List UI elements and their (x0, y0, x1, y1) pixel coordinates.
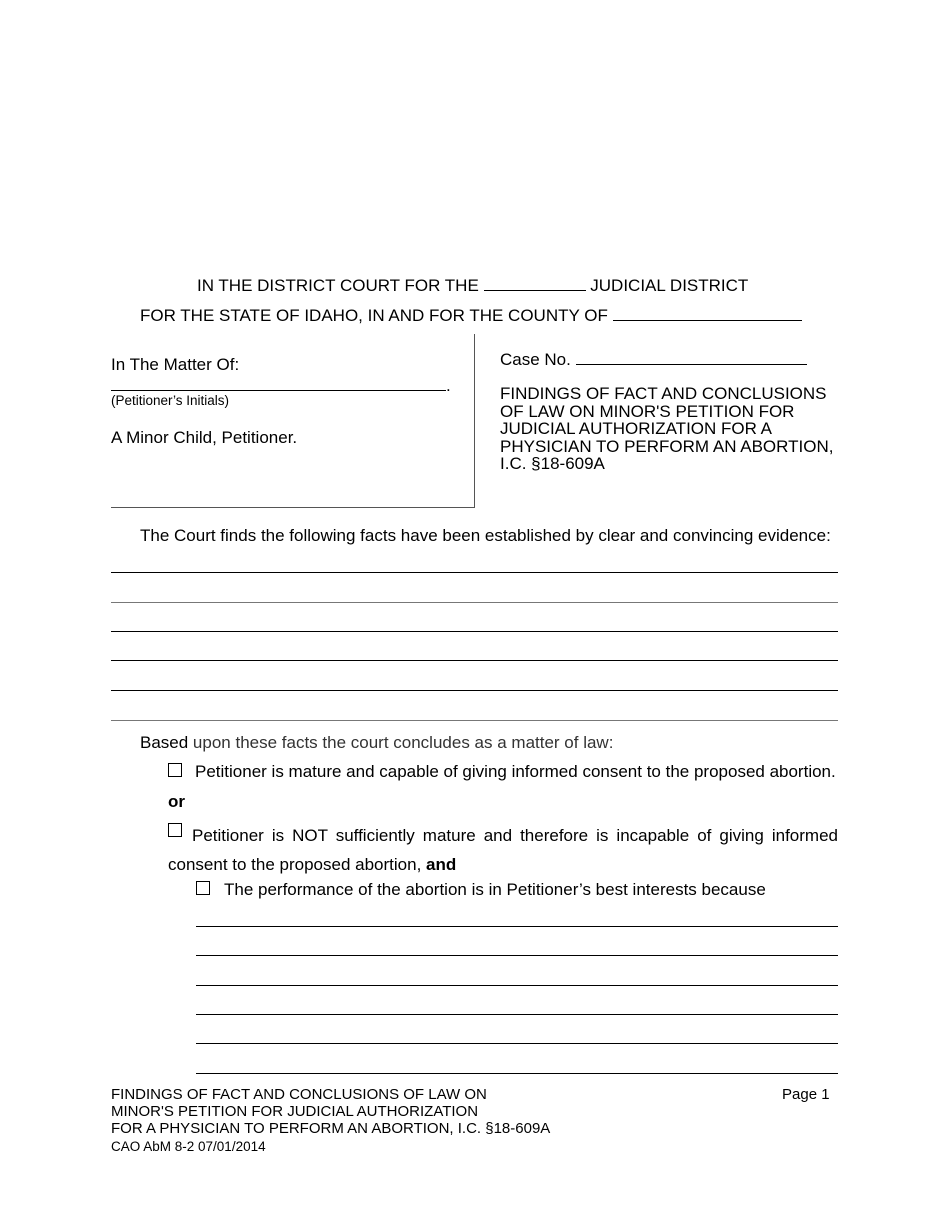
findings-line-4[interactable] (111, 660, 838, 661)
option-not-mature (168, 821, 838, 879)
and-label: and (426, 855, 457, 874)
findings-line-2[interactable] (111, 602, 838, 603)
caption-line2: FOR THE STATE OF IDAHO, IN AND FOR THE COUNTY OF (140, 306, 608, 325)
county-blank[interactable] (613, 320, 802, 321)
findings-line-6[interactable] (111, 720, 838, 721)
case-number (500, 350, 807, 370)
case-number-blank[interactable] (576, 364, 807, 365)
conclusions-intro (140, 733, 613, 753)
conclusions-intro-rest: upon these facts the court concludes as a matter of law: (188, 733, 614, 752)
footer-title-line-3: FOR A PHYSICIAN TO PERFORM AN ABORTION, I.C. §18-609A (111, 1120, 551, 1137)
mature-checkbox[interactable] (168, 763, 182, 777)
court-caption-line-1 (197, 276, 748, 296)
case-no-label: Case No. (500, 350, 571, 369)
caption-vertical-divider (474, 334, 475, 508)
best-interests-text: The performance of the abortion is in Petitioner’s best interests because (224, 880, 766, 899)
option-mature-text: Petitioner is mature and capable of giving informed consent to the proposed abortion. (195, 762, 836, 781)
findings-line-5[interactable] (111, 690, 838, 691)
minor-child-petitioner: A Minor Child, Petitioner. (111, 428, 298, 447)
document-title: FINDINGS OF FACT AND CONCLUSIONS OF LAW ON MINOR'S PETITION FOR JUDICIAL AUTHORIZATION FOR A PHYSICIAN TO PERFORM AN ABORTION, I.C. §18-609A (500, 384, 834, 473)
caption-line1-post: JUDICIAL DISTRICT (590, 276, 749, 295)
footer-title-line-1: FINDINGS OF FACT AND CONCLUSIONS OF LAW ON (111, 1086, 487, 1103)
or-label: or (168, 792, 185, 811)
reasons-line-6[interactable] (196, 1073, 838, 1074)
option-not-mature-text: Petitioner is NOT sufficiently mature and therefore is incapable of giving informed consent to the proposed abortion, (168, 826, 838, 874)
in-the-matter-of: In The Matter Of: (111, 355, 240, 374)
footer-title-line-2: MINOR'S PETITION FOR JUDICIAL AUTHORIZATION (111, 1103, 479, 1120)
judicial-district-blank[interactable] (484, 290, 586, 291)
court-caption-line-2 (140, 306, 802, 326)
petitioner-initials-line[interactable] (111, 390, 446, 391)
initials-period: . (446, 376, 451, 395)
findings-line-1[interactable] (111, 572, 838, 573)
reasons-line-4[interactable] (196, 1014, 838, 1015)
findings-line-3[interactable] (111, 631, 838, 632)
reasons-line-5[interactable] (196, 1043, 838, 1044)
reasons-line-1[interactable] (196, 926, 838, 927)
caption-line1-pre: IN THE DISTRICT COURT FOR THE (197, 276, 479, 295)
findings-intro: The Court finds the following facts have been established by clear and convincing evidence: (140, 526, 831, 545)
caption-bottom-divider (111, 507, 474, 508)
reasons-line-3[interactable] (196, 985, 838, 986)
footer-form-code: CAO AbM 8-2 07/01/2014 (111, 1139, 266, 1154)
page-number: Page 1 (782, 1086, 830, 1103)
conclusions-intro-word: Based (140, 733, 189, 752)
reasons-line-2[interactable] (196, 955, 838, 956)
best-interests-checkbox[interactable] (196, 881, 210, 895)
initials-caption: (Petitioner’s Initials) (111, 393, 230, 408)
